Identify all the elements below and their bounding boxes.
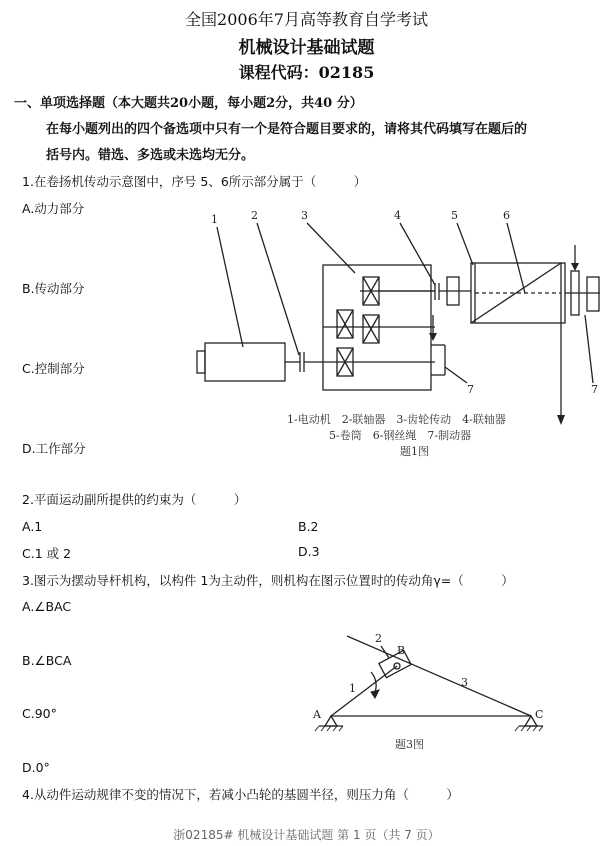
fig3-label-2: 2 <box>375 632 382 645</box>
question-3-stem: 3.图示为摆动导杆机构，以构件 1为主动件，则机构在图示位置时的传动角γ=（ ） <box>22 573 514 588</box>
subject-title: 机械设计基础试题 <box>238 38 375 58</box>
fig3-caption: 题3图 <box>395 738 424 751</box>
question-1-option-b: B.传动部分 <box>22 281 85 296</box>
course-code: 课程代码：02185 <box>238 63 375 82</box>
fig1-legend-line-1: 1-电动机 2-联轴器 3-齿轮传动 4-联轴器 <box>287 413 506 426</box>
fig1-label-1: 1 <box>211 213 218 226</box>
fig1-label-3: 3 <box>301 209 308 222</box>
fig3-label-c: C <box>535 708 544 721</box>
fig3-label-1: 1 <box>349 682 356 695</box>
question-2-option-d: D.3 <box>298 544 320 559</box>
question-2-option-c: C.1 或 2 <box>22 546 72 561</box>
question-1-option-c: C.控制部分 <box>22 361 85 376</box>
instruction-line-2: 括号内。错选、多选或未选均无分。 <box>46 148 255 163</box>
fig1-label-6: 6 <box>503 209 510 222</box>
page-footer: 浙02185# 机械设计基础试题 第 1 页（共 7 页） <box>173 828 440 842</box>
question-3-option-c: C.90° <box>22 706 57 721</box>
question-1-stem: 1.在卷扬机传动示意图中，序号 5、6所示部分属于（ ） <box>22 174 367 189</box>
question-2-stem: 2.平面运动副所提供的约束为（ ） <box>22 492 247 507</box>
question-3-option-a: A.∠BAC <box>22 599 72 614</box>
fig1-label-7a: 7 <box>467 383 474 396</box>
question-3-option-d: D.0° <box>22 760 50 775</box>
fig3-label-b: B <box>397 644 406 657</box>
fig1-legend-line-2: 5-卷筒 6-钢丝绳 7-制动器 <box>329 429 472 442</box>
fig1-label-2: 2 <box>251 209 258 222</box>
winch-transmission-diagram <box>195 205 610 465</box>
fig1-label-5: 5 <box>451 209 458 222</box>
fig1-caption: 题1图 <box>400 445 429 458</box>
question-2-option-b: B.2 <box>298 519 319 534</box>
guide-bar-mechanism-diagram <box>305 628 555 753</box>
question-3-option-b: B.∠BCA <box>22 653 72 668</box>
question-1-option-a: A.动力部分 <box>22 201 85 216</box>
fig3-label-a: A <box>313 708 321 721</box>
question-2-option-a: A.1 <box>22 519 43 534</box>
exam-title: 全国2006年7月高等教育自学考试 <box>185 10 428 29</box>
fig1-label-4: 4 <box>394 209 401 222</box>
question-1-option-d: D.工作部分 <box>22 441 86 456</box>
fig1-label-7b: 7 <box>591 383 598 396</box>
motor-shape <box>205 343 285 381</box>
instruction-line-1: 在每小题列出的四个备选项中只有一个是符合题目要求的，请将其代码填写在题后的 <box>46 122 528 137</box>
question-4-stem: 4.从动件运动规律不变的情况下，若减小凸轮的基圆半径，则压力角（ ） <box>22 787 459 802</box>
fig3-label-3: 3 <box>461 676 468 689</box>
section-title: 一、单项选择题（本大题共20小题，每小题2分，共40 分） <box>14 96 363 111</box>
